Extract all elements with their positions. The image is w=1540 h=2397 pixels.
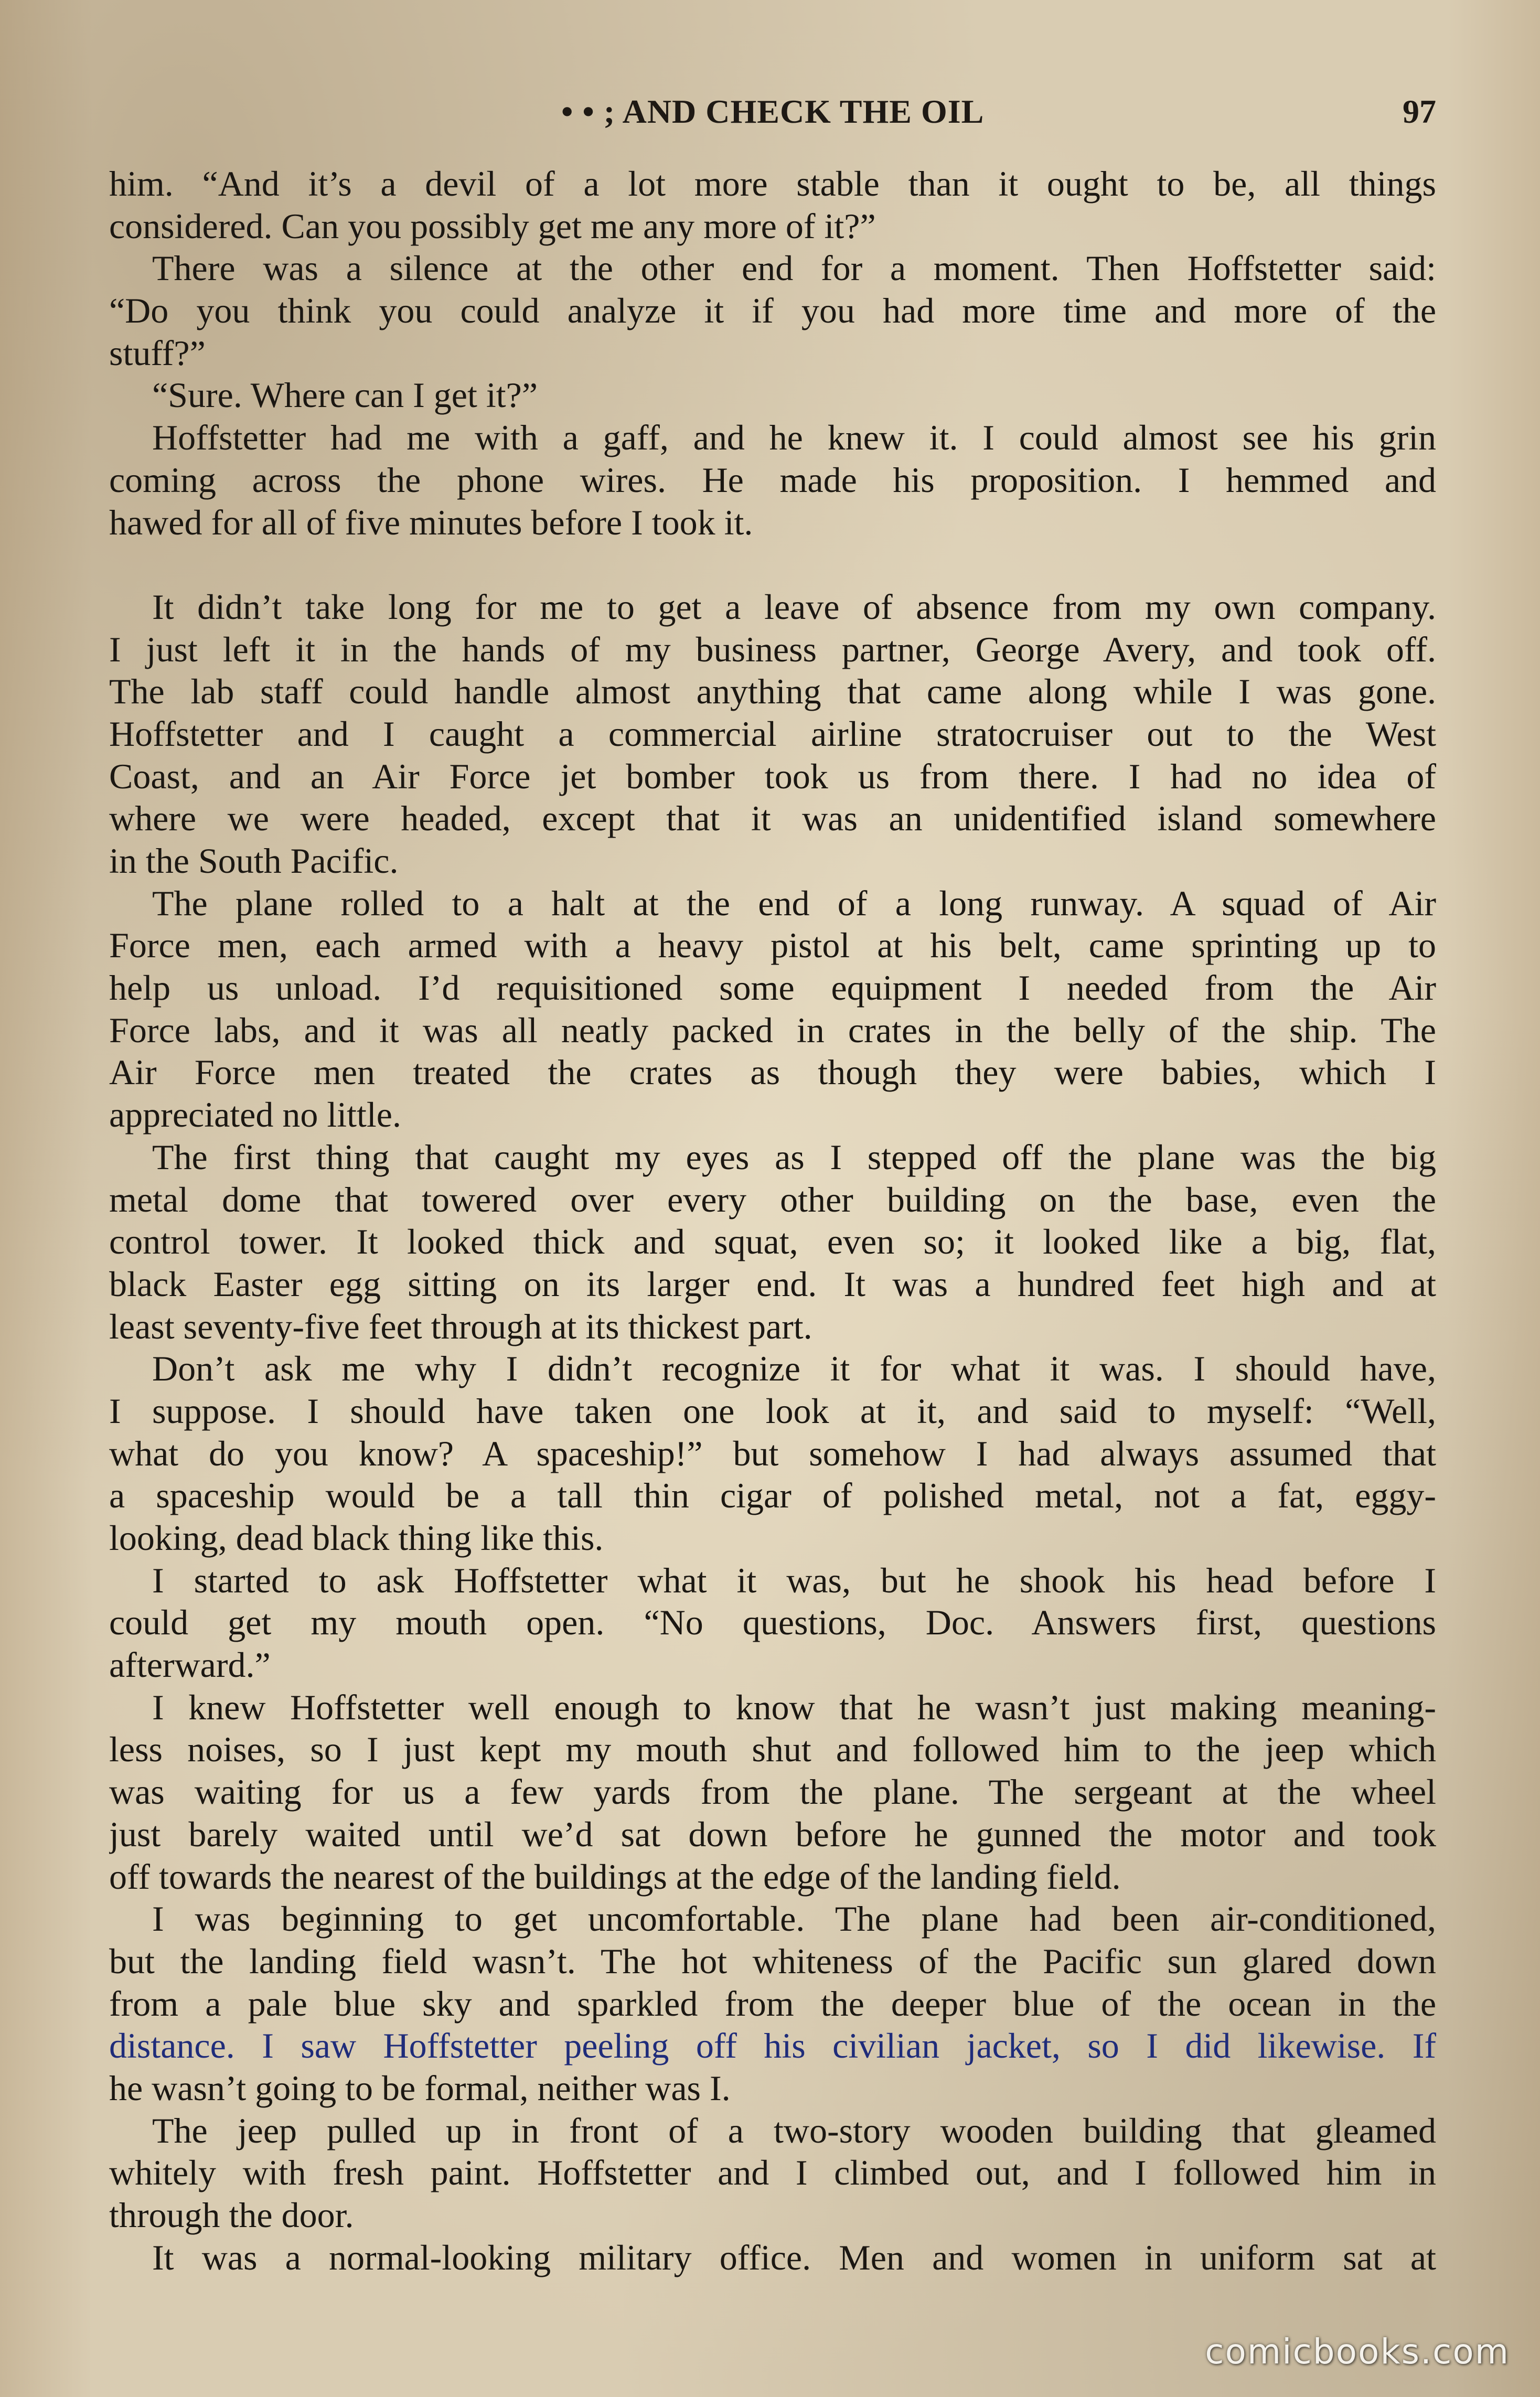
- text-line: coming across the phone wires. He made his proposition. I hemmed and: [109, 459, 1436, 500]
- text-line: Force men, each armed with a heavy pistol at his belt, came sprinting up to: [109, 925, 1436, 966]
- text-line: Air Force men treated the crates as though they were babies, which I: [109, 1052, 1436, 1093]
- text-line: There was a silence at the other end for a moment. Then Hoffstetter said:: [152, 248, 1436, 288]
- watermark-logo: comicbooks.com: [1205, 2331, 1510, 2372]
- text-line: Force labs, and it was all neatly packed in crates in the belly of the ship. The: [109, 1010, 1436, 1050]
- text-line: was waiting for us a few yards from the plane. The sergeant at the wheel: [109, 1772, 1436, 1812]
- text-line: in the South Pacific.: [109, 841, 399, 881]
- text-line: considered. Can you possibly get me any more of it?”: [109, 206, 876, 246]
- text-line: I knew Hoffstetter well enough to know that he wasn’t just making meaning-: [152, 1687, 1436, 1727]
- page-number: 97: [1403, 93, 1436, 130]
- text-line: distance. I saw Hoffstetter peeling off his civilian jacket, so I did likewise. If: [109, 2026, 1436, 2066]
- text-line: appreciated no little.: [109, 1095, 401, 1135]
- text-line: hawed for all of five minutes before I took it.: [109, 502, 753, 542]
- text-line: I just left it in the hands of my business partner, George Avery, and took off.: [109, 629, 1436, 669]
- text-line: Hoffstetter had me with a gaff, and he knew it. I could almost see his grin: [152, 418, 1436, 458]
- text-line: It didn’t take long for me to get a leave of absence from my own company.: [152, 586, 1436, 627]
- text-line: Coast, and an Air Force jet bomber took us from there. I had no idea of: [109, 756, 1436, 796]
- section-break: [109, 543, 1436, 586]
- text-line: I was beginning to get uncomfortable. The plane had been air-conditioned,: [152, 1899, 1436, 1939]
- text-line: I started to ask Hoffstetter what it was, but he shook his head before I: [152, 1560, 1436, 1600]
- text-line: a spaceship would be a tall thin cigar of polished metal, not a fat, eggy-: [109, 1475, 1436, 1516]
- text-line: Don’t ask me why I didn’t recognize it for what it was. I should have,: [152, 1349, 1436, 1389]
- running-head: • • ; AND CHECK THE OIL: [561, 93, 985, 130]
- text-line: through the door.: [109, 2195, 354, 2235]
- text-line: It was a normal-looking military office. Men and women in uniform sat at: [152, 2237, 1436, 2277]
- text-line: help us unload. I’d requisitioned some equipment I needed from the Air: [109, 968, 1436, 1008]
- text-line: black Easter egg sitting on its larger end. It was a hundred feet high and at: [109, 1264, 1436, 1304]
- text-line: him. “And it’s a devil of a lot more stable than it ought to be, all things: [109, 164, 1436, 204]
- text-line: just barely waited until we’d sat down before he gunned the motor and took: [109, 1814, 1436, 1854]
- text-line: I suppose. I should have taken one look at it, and said to myself: “Well,: [109, 1390, 1436, 1431]
- text-line: “Do you think you could analyze it if you had more time and more of the: [109, 291, 1436, 331]
- text-line: The jeep pulled up in front of a two-story wooden building that gleamed: [152, 2110, 1436, 2150]
- text-line: he wasn’t going to be formal, neither was I.: [109, 2068, 731, 2108]
- text-line: could get my mouth open. “No questions, Doc. Answers first, questions: [109, 1602, 1436, 1643]
- text-line: whitely with fresh paint. Hoffstetter and I climbed out, and I followed him in: [109, 2153, 1436, 2193]
- text-line: “Sure. Where can I get it?”: [152, 375, 538, 415]
- text-line: The plane rolled to a halt at the end of a long runway. A squad of Air: [152, 883, 1436, 923]
- text-line: off towards the nearest of the buildings at the edge of the landing field.: [109, 1856, 1121, 1897]
- text-line: Hoffstetter and I caught a commercial airline stratocruiser out to the West: [109, 713, 1436, 754]
- text-line: less noises, so I just kept my mouth shut and followed him to the jeep which: [109, 1729, 1436, 1770]
- text-line: stuff?”: [109, 333, 206, 373]
- text-line: control tower. It looked thick and squat, even so; it looked like a big, flat,: [109, 1222, 1436, 1262]
- text-line: The first thing that caught my eyes as I stepped off the plane was the big: [152, 1137, 1436, 1177]
- text-line: metal dome that towered over every other building on the base, even the: [109, 1179, 1436, 1219]
- text-line: but the landing field wasn’t. The hot whiteness of the Pacific sun glared down: [109, 1941, 1436, 1981]
- text-line: The lab staff could handle almost anything that came along while I was gone.: [109, 671, 1436, 712]
- text-line: where we were headed, except that it was an unidentified island somewhere: [109, 798, 1436, 839]
- text-line: looking, dead black thing like this.: [109, 1518, 604, 1558]
- body-text: [109, 163, 1436, 2278]
- text-line: from a pale blue sky and sparkled from the deeper blue of the ocean in the: [109, 1983, 1436, 2024]
- text-line: least seventy-five feet through at its thickest part.: [109, 1306, 812, 1346]
- text-line: what do you know? A spaceship!” but somehow I had always assumed that: [109, 1433, 1436, 1473]
- text-line: afterward.”: [109, 1645, 271, 1685]
